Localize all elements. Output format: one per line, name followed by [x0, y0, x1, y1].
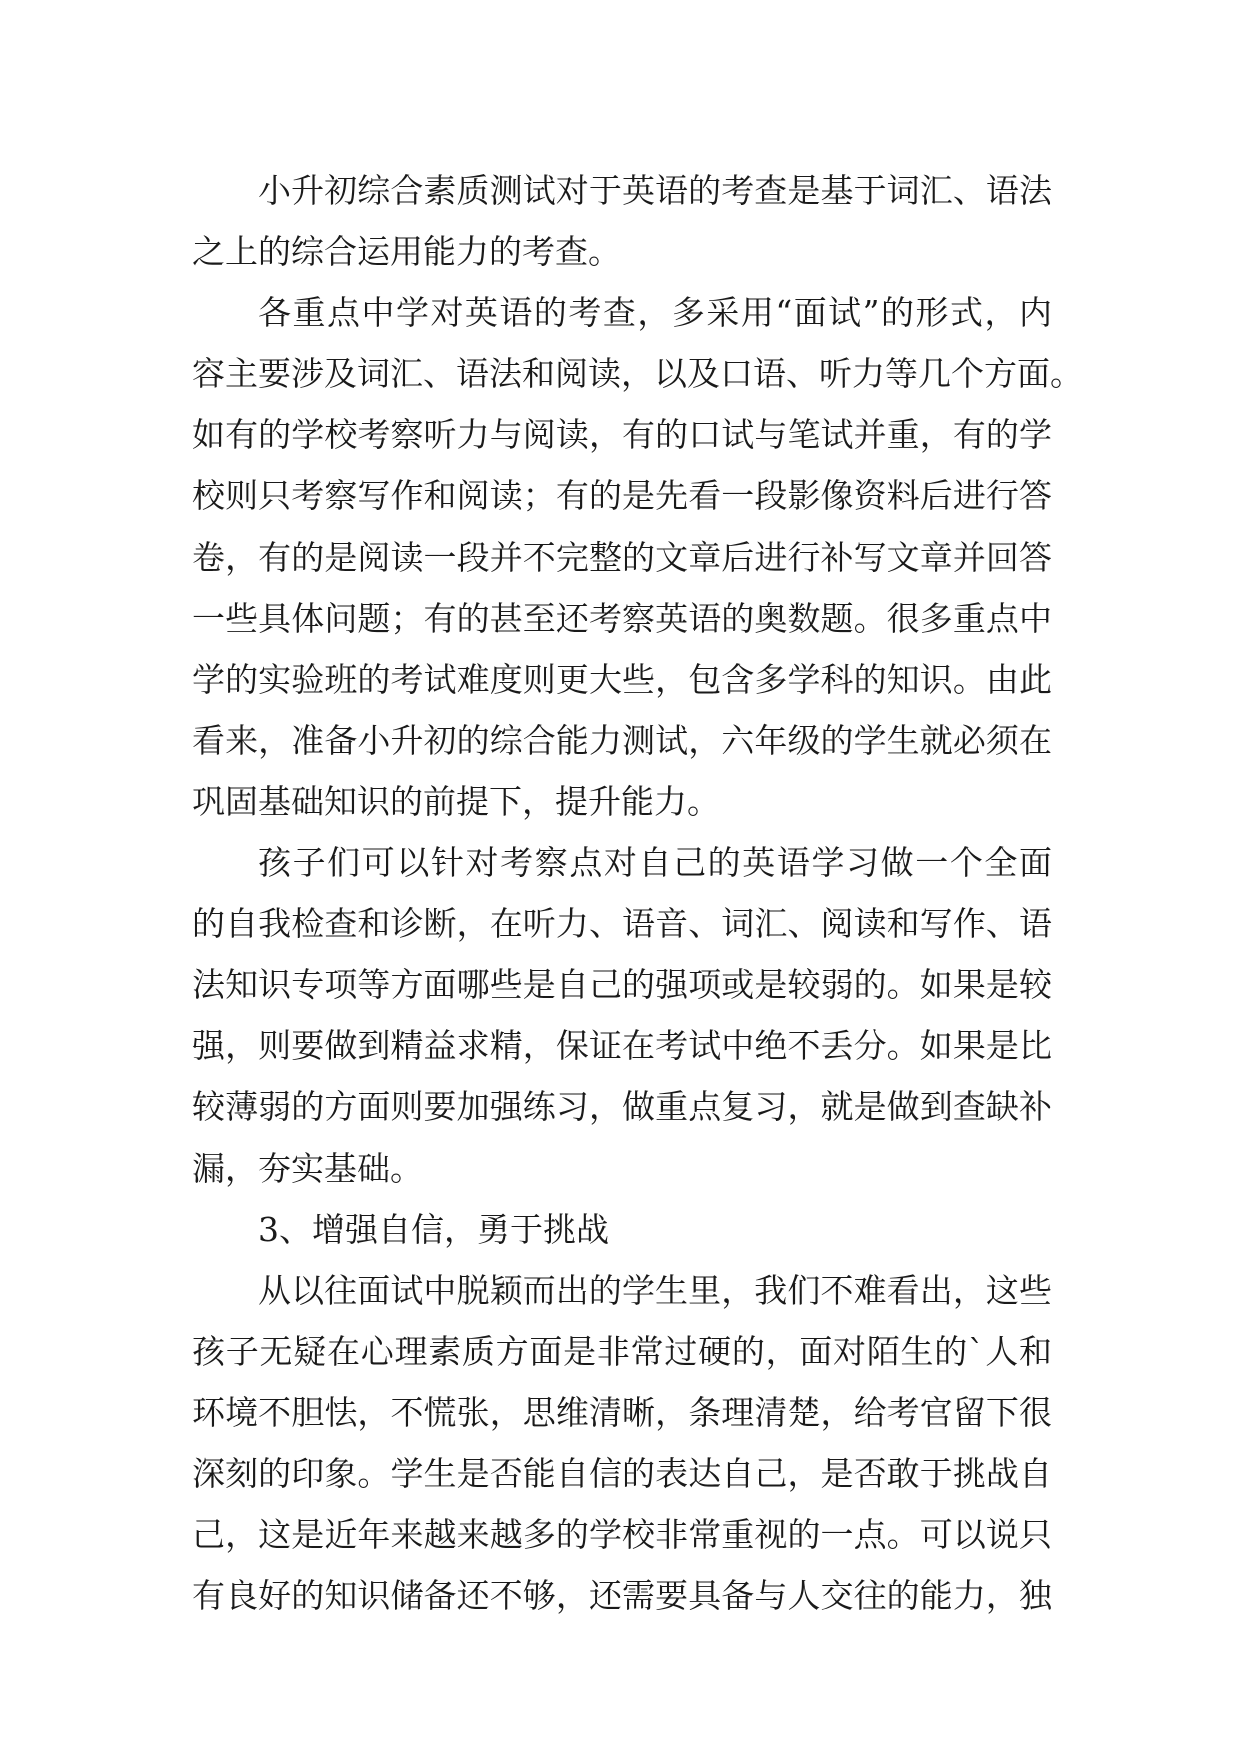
text-line: 卷，有的是阅读一段并不完整的文章后进行补写文章并回答 — [192, 537, 1052, 577]
paragraph-interview-format — [192, 282, 1083, 832]
text-line: 有良好的知识储备还不够，还需要具备与人交往的能力，独 — [192, 1576, 1052, 1616]
text-line: 强，则要做到精益求精，保证在考试中绝不丢分。如果是比 — [192, 1026, 1052, 1066]
paragraph-confidence — [192, 1260, 1052, 1627]
text-line: 如有的学校考察听力与阅读，有的口试与笔试并重，有的学 — [192, 415, 1052, 455]
text-line: 学的实验班的考试难度则更大些，包含多学科的知识。由此 — [192, 659, 1052, 699]
text-line: 漏，夯实基础。 — [192, 1148, 423, 1188]
text-line: 校则只考察写作和阅读；有的是先看一段影像资料后进行答 — [192, 476, 1052, 516]
text-line: 环境不胆怯，不慌张，思维清晰，条理清楚，给考官留下很 — [192, 1392, 1052, 1432]
text-line: 孩子无疑在心理素质方面是非常过硬的，面对陌生的`人和 — [192, 1331, 1052, 1371]
section-heading-confidence — [192, 1199, 1052, 1260]
document-body — [192, 160, 1083, 1626]
paragraph-english-assessment — [192, 160, 1052, 282]
paragraph-self-check — [192, 832, 1052, 1199]
text-line: 容主要涉及词汇、语法和阅读，以及口语、听力等几个方面。 — [192, 354, 1083, 394]
text-line: 法知识专项等方面哪些是自己的强项或是较弱的。如果是较 — [192, 965, 1052, 1005]
text-line: 看来，准备小升初的综合能力测试，六年级的学生就必须在 — [192, 720, 1052, 760]
text-line: 较薄弱的方面则要加强练习，做重点复习，就是做到查缺补 — [192, 1087, 1052, 1127]
text-line: 从以往面试中脱颖而出的学生里，我们不难看出，这些 — [258, 1270, 1052, 1310]
text-line: 一些具体问题；有的甚至还考察英语的奥数题。很多重点中 — [192, 598, 1052, 638]
text-line: 孩子们可以针对考察点对自己的英语学习做一个全面 — [258, 843, 1052, 883]
text-line: 各重点中学对英语的考查，多采用“面试”的形式，内 — [258, 293, 1052, 333]
text-line: 之上的综合运用能力的考查。 — [192, 232, 621, 272]
text-line: 巩固基础知识的前提下，提升能力。 — [192, 781, 720, 821]
text-line: 的自我检查和诊断，在听力、语音、词汇、阅读和写作、语 — [192, 904, 1052, 944]
text-line: 己，这是近年来越来越多的学校非常重视的一点。可以说只 — [192, 1515, 1052, 1555]
text-line: 深刻的印象。学生是否能自信的表达自己，是否敢于挑战自 — [192, 1453, 1052, 1493]
text-line: 小升初综合素质测试对于英语的考查是基于词汇、语法 — [258, 171, 1052, 210]
section-heading: 3、增强自信，勇于挑战 — [258, 1209, 609, 1249]
